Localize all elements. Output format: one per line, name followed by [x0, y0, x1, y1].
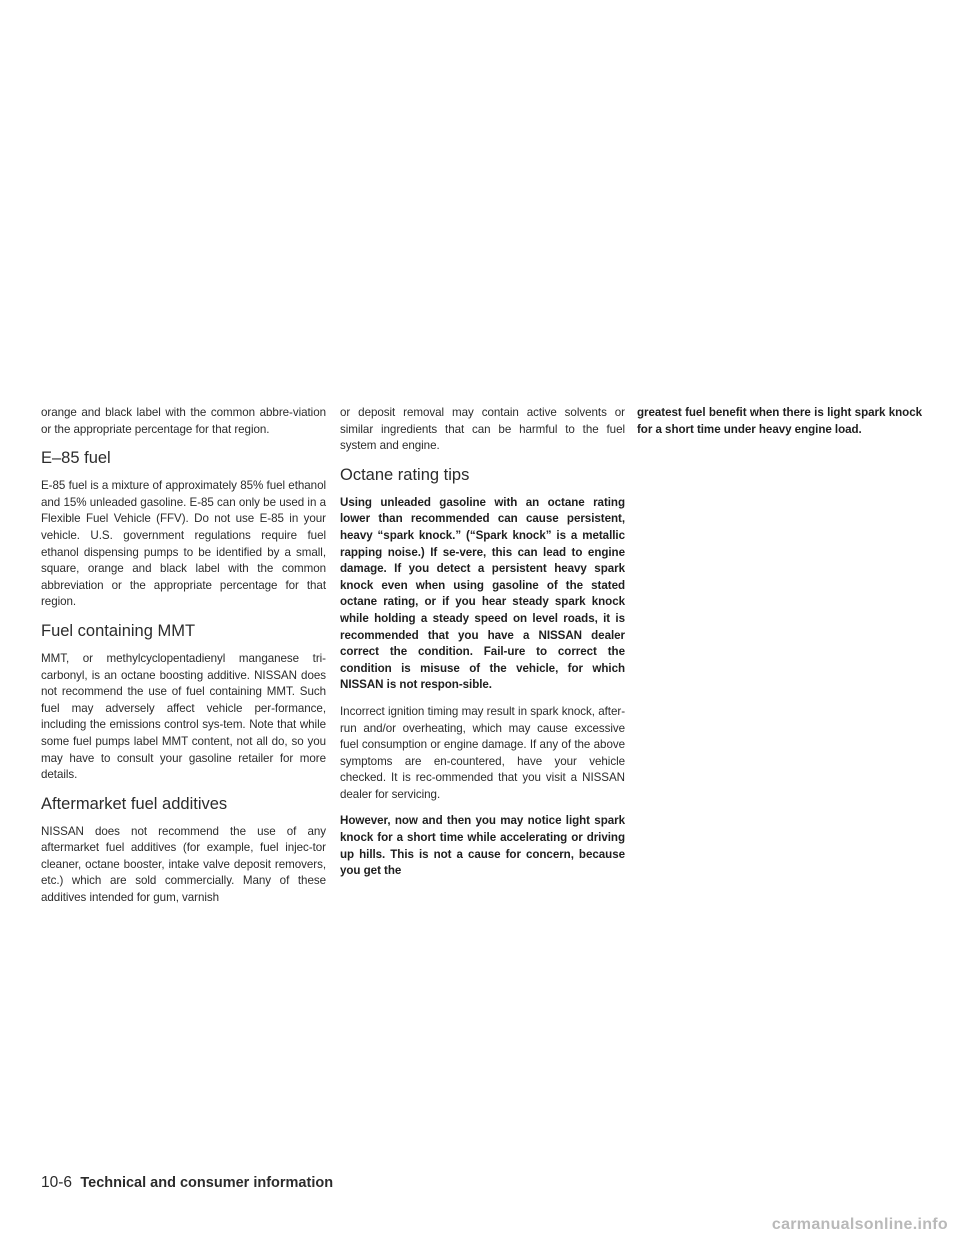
octane-warning-paragraph: Using unleaded gasoline with an octane rating lower than recommended can cause persistent, heavy “spark knock.” (“Spark knock” is a metallic rapping noise.) If se-vere, this can lead to engine damage. If you detect a persistent heavy spark knock even when using gasoline of the stated octane rating, or if you hear steady spark knock while holding a steady speed on level roads, it is recommended that you have a NISSAN dealer correct the condition. Fail-ure to correct the condition is misuse of the vehicle, for which NISSAN is not respon-sible. — [340, 495, 625, 692]
octane-heading: Octane rating tips — [340, 465, 470, 484]
section-title: Technical and consumer information — [80, 1175, 334, 1191]
notice-paragraph: However, now and then you may notice light spark knock for a short time while accelerating or driving up hills. This is not a cause for concern, because you get the — [340, 814, 625, 878]
mmt-paragraph: MMT, or methylcyclopentadienyl manganese tri-carbonyl, is an octane boosting additive. NISSAN does not recommend the use of fuel containing MMT. Such fuel may adversely affect vehicle per-formance, including the emissions control sys-tem. Note that while some fuel pumps label MMT content, not all do, so you may have to consult your gasoline retailer for more details. — [41, 651, 326, 782]
ignition-paragraph: Incorrect ignition timing may result in spark knock, after-run and/or overheating, which may cause excessive fuel consumption or engine damage. If any of the above symptoms are en-countered, have your vehicle checked. It is rec-ommended that you visit a NISSAN dealer for servicing. — [340, 704, 625, 801]
intro-paragraph: orange and black label with the common abbre-viation or the appropriate percentage for that region. — [41, 406, 326, 436]
additives-paragraph: NISSAN does not recommend the use of any aftermarket fuel additives (for example, fuel injec-tor cleaner, octane booster, intake valve deposit removers, etc.) which are sold commercially. Many of these additives intended for gum, varnish — [41, 824, 326, 905]
additives-heading: Aftermarket fuel additives — [41, 794, 228, 813]
page-footer — [41, 1174, 333, 1192]
column-left — [41, 405, 326, 917]
continuation-bold-paragraph: greatest fuel benefit when there is light spark knock for a short time under heavy engine load. — [637, 406, 922, 436]
watermark-link[interactable]: carmanualsonline.info — [771, 1216, 948, 1233]
mmt-heading: Fuel containing MMT — [41, 621, 196, 640]
e85-heading: E–85 fuel — [41, 449, 111, 468]
page-number: 10-6 — [41, 1174, 73, 1191]
continuation-paragraph: or deposit removal may contain active solvents or similar ingredients that can be harmful to the fuel system and engine. — [340, 406, 625, 453]
column-right — [637, 405, 922, 448]
column-middle — [340, 405, 625, 890]
e85-paragraph: E-85 fuel is a mixture of approximately 85% fuel ethanol and 15% unleaded gasoline. E-85 can only be used in a Flexible Fuel Vehicle (FFV). Do not use E-85 in your vehicle. U.S. government regulations require fuel ethanol dispensing pumps to be identified by a small, square, orange and black label with the common abbreviation or the appropriate percentage for that region. — [41, 479, 326, 609]
